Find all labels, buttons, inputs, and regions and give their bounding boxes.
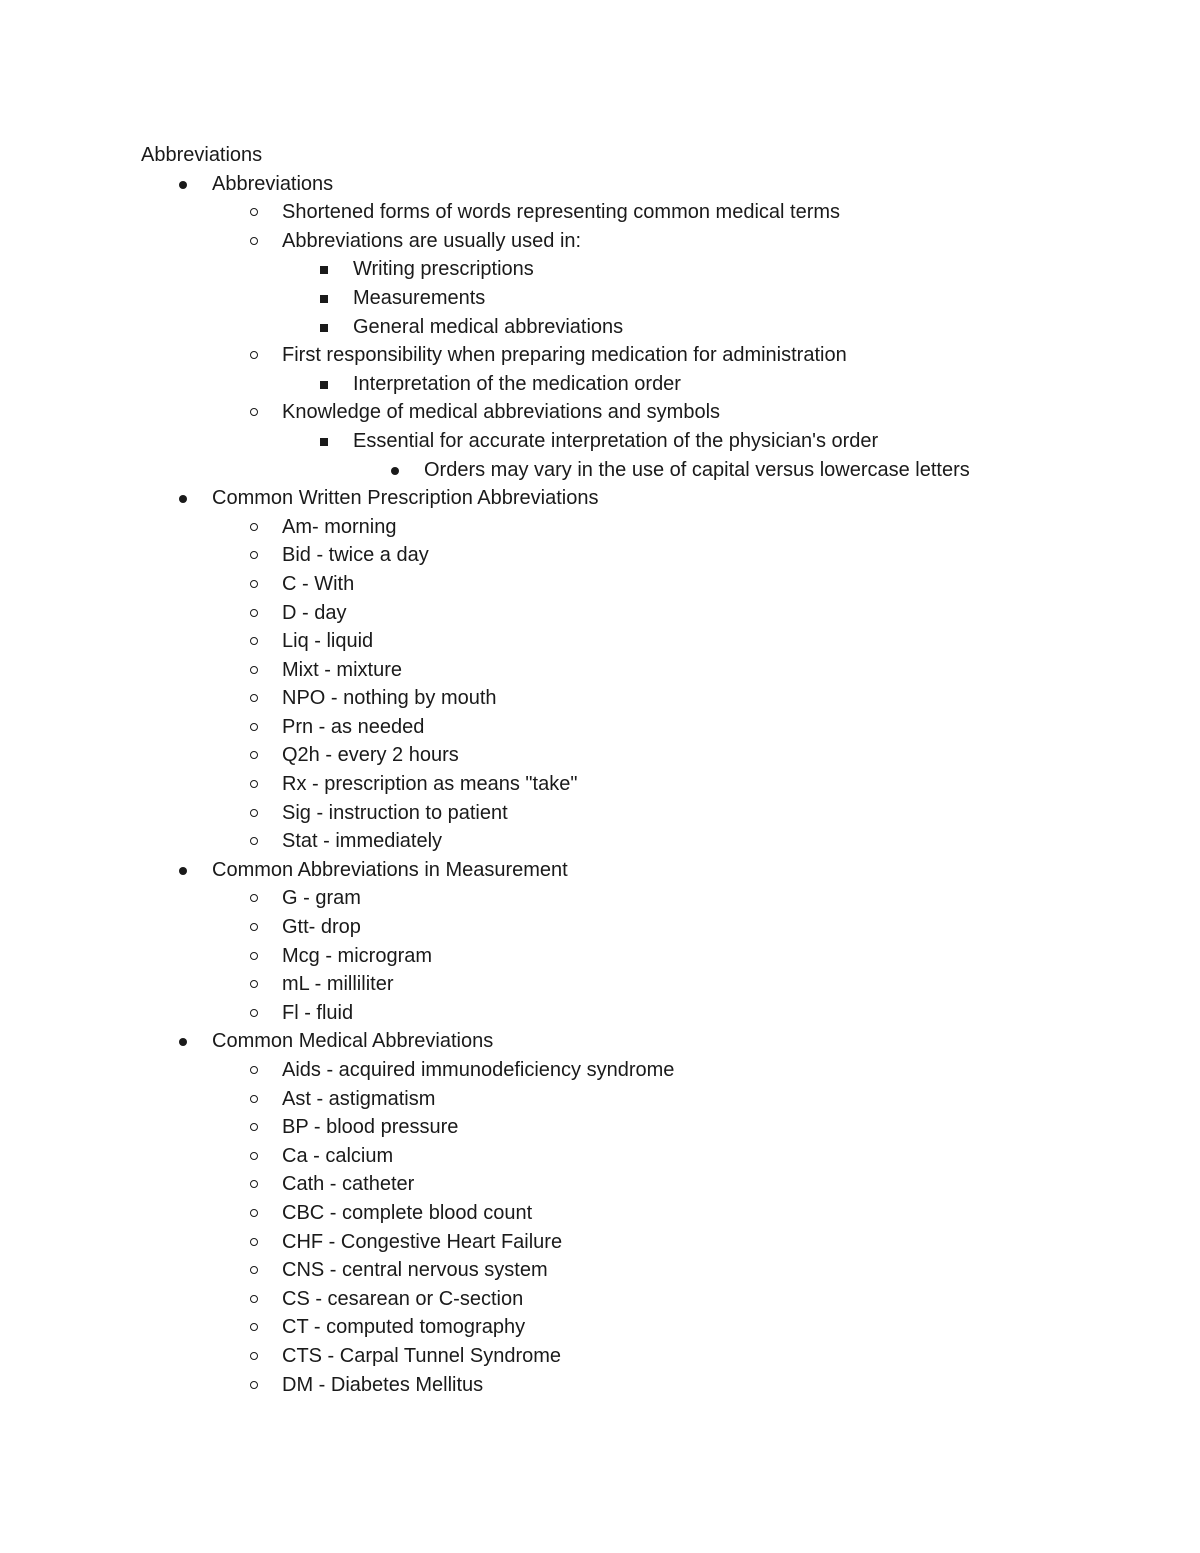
list-item: [0, 456, 1200, 485]
circle-bullet-icon: [250, 1209, 258, 1217]
list-item-label: C - With: [282, 572, 355, 595]
disc-bullet-icon: [179, 495, 187, 503]
circle-bullet-icon: [250, 637, 258, 645]
list-item-label: DM - Diabetes Mellitus: [282, 1373, 484, 1396]
list-item-label: Aids - acquired immunodeficiency syndrome: [282, 1059, 675, 1081]
circle-bullet-icon: [250, 1323, 258, 1331]
list-item-label: CHF - Congestive Heart Failure: [282, 1230, 563, 1253]
circle-bullet-icon: [250, 351, 258, 359]
list-item: [0, 370, 1200, 399]
circle-bullet-icon: [250, 837, 258, 845]
circle-bullet-icon: [250, 1266, 258, 1274]
circle-bullet-icon: [250, 208, 258, 216]
list-item-label: mL - milliliter: [282, 973, 394, 996]
list-item-label: Mixt - mixture: [282, 658, 402, 681]
list-item: [0, 513, 1200, 542]
section-item: [0, 1027, 1200, 1056]
circle-bullet-icon: [250, 1123, 258, 1131]
list-item-label: Q2h - every 2 hours: [282, 744, 459, 767]
list-item-label: First responsibility when preparing medication for administration: [282, 344, 847, 367]
list-item-label: Orders may vary in the use of capital versus lowercase letters: [424, 458, 970, 481]
circle-bullet-icon: [250, 1381, 258, 1389]
list-item-label: D - day: [282, 601, 347, 624]
list-item: [0, 884, 1200, 913]
circle-bullet-icon: [250, 694, 258, 702]
section-item: [0, 484, 1200, 513]
list-item: [0, 227, 1200, 256]
list-item: [0, 599, 1200, 628]
circle-bullet-icon: [250, 751, 258, 759]
circle-bullet-icon: [250, 1066, 258, 1074]
circle-bullet-icon: [250, 1238, 258, 1246]
list-item-label: Am- morning: [282, 515, 397, 538]
section-item: [0, 170, 1200, 199]
circle-bullet-icon: [250, 551, 258, 559]
list-item: [0, 656, 1200, 685]
circle-bullet-icon: [250, 952, 258, 960]
list-item-label: Essential for accurate interpretation of the physician's order: [353, 429, 879, 452]
list-item: [0, 198, 1200, 227]
section-heading: Common Written Prescription Abbreviations: [212, 487, 599, 510]
list-item: [0, 570, 1200, 599]
list-item: [0, 970, 1200, 999]
circle-bullet-icon: [250, 580, 258, 588]
list-item: [0, 741, 1200, 770]
circle-bullet-icon: [250, 723, 258, 731]
list-item-label: Prn - as needed: [282, 715, 425, 738]
list-item-label: Cath - catheter: [282, 1173, 415, 1196]
list-item: [0, 313, 1200, 342]
list-item-label: Rx - prescription as means "take": [282, 773, 578, 796]
list-item-label: Gtt- drop: [282, 916, 361, 939]
list-item-label: Abbreviations are usually used in:: [282, 229, 582, 252]
list-item: [0, 1056, 1200, 1085]
list-item: [0, 427, 1200, 456]
circle-bullet-icon: [250, 1180, 258, 1188]
list-item: [0, 398, 1200, 427]
list-item: [0, 1142, 1200, 1171]
list-item: [0, 284, 1200, 313]
circle-bullet-icon: [250, 609, 258, 617]
list-item: [0, 1342, 1200, 1371]
list-item: [0, 713, 1200, 742]
list-item-label: Shortened forms of words representing common medical terms: [282, 201, 841, 224]
circle-bullet-icon: [250, 408, 258, 416]
list-item-label: Ca - calcium: [282, 1144, 394, 1167]
list-item: [0, 541, 1200, 570]
list-item: [0, 770, 1200, 799]
list-item: [0, 827, 1200, 856]
list-item-label: Liq - liquid: [282, 630, 374, 653]
circle-bullet-icon: [250, 809, 258, 817]
circle-bullet-icon: [250, 1352, 258, 1360]
list-item: [0, 1371, 1200, 1400]
section-heading: Common Medical Abbreviations: [212, 1030, 494, 1053]
circle-bullet-icon: [250, 1009, 258, 1017]
square-bullet-icon: [320, 381, 328, 389]
list-item: [0, 684, 1200, 713]
list-item-label: General medical abbreviations: [353, 315, 624, 338]
list-item: [0, 799, 1200, 828]
list-item: [0, 1228, 1200, 1257]
document-title: Abbreviations: [141, 144, 263, 166]
list-item: [0, 1285, 1200, 1314]
circle-bullet-icon: [250, 666, 258, 674]
list-item: [0, 999, 1200, 1028]
circle-bullet-icon: [250, 980, 258, 988]
square-bullet-icon: [320, 438, 328, 446]
list-item-label: Mcg - microgram: [282, 944, 433, 967]
list-item-label: Ast - astigmatism: [282, 1087, 436, 1110]
circle-bullet-icon: [250, 1095, 258, 1103]
list-item: [0, 1313, 1200, 1342]
list-item-label: Stat - immediately: [282, 830, 443, 853]
list-item: [0, 1256, 1200, 1285]
list-item: [0, 1085, 1200, 1114]
list-item: [0, 1113, 1200, 1142]
list-item: [0, 341, 1200, 370]
disc-bullet-icon: [179, 1038, 187, 1046]
list-item: [0, 255, 1200, 284]
list-item-label: CT - computed tomography: [282, 1316, 526, 1339]
list-item: [0, 913, 1200, 942]
circle-bullet-icon: [250, 894, 258, 902]
section-item: [0, 856, 1200, 885]
list-item: [0, 942, 1200, 971]
list-item-label: CS - cesarean or C-section: [282, 1287, 524, 1310]
list-item: [0, 1199, 1200, 1228]
circle-bullet-icon: [250, 1295, 258, 1303]
list-item-label: Writing prescriptions: [353, 258, 534, 281]
circle-bullet-icon: [250, 780, 258, 788]
list-item-label: Fl - fluid: [282, 1001, 354, 1024]
section-heading: Abbreviations: [212, 172, 334, 195]
square-bullet-icon: [320, 324, 328, 332]
list-item-label: Measurements: [353, 286, 486, 309]
circle-bullet-icon: [250, 523, 258, 531]
list-item-label: CTS - Carpal Tunnel Syndrome: [282, 1344, 562, 1367]
circle-bullet-icon: [250, 1152, 258, 1160]
list-item-label: Knowledge of medical abbreviations and symbols: [282, 401, 721, 424]
list-item-label: CNS - central nervous system: [282, 1259, 548, 1282]
outline-list: [0, 170, 1200, 1400]
circle-bullet-icon: [250, 923, 258, 931]
list-item: [0, 627, 1200, 656]
list-item-label: CBC - complete blood count: [282, 1201, 533, 1224]
disc-bullet-icon: [179, 181, 187, 189]
list-item-label: Sig - instruction to patient: [282, 801, 508, 824]
list-item: [0, 1170, 1200, 1199]
list-item-label: BP - blood pressure: [282, 1116, 459, 1139]
list-item-label: Bid - twice a day: [282, 544, 429, 567]
list-item-label: G - gram: [282, 887, 361, 910]
list-item-label: Interpretation of the medication order: [353, 372, 681, 395]
square-bullet-icon: [320, 295, 328, 303]
disc-bullet-icon: [391, 467, 399, 475]
square-bullet-icon: [320, 266, 328, 274]
section-heading: Common Abbreviations in Measurement: [212, 858, 568, 881]
list-item-label: NPO - nothing by mouth: [282, 687, 497, 710]
disc-bullet-icon: [179, 867, 187, 875]
circle-bullet-icon: [250, 237, 258, 245]
